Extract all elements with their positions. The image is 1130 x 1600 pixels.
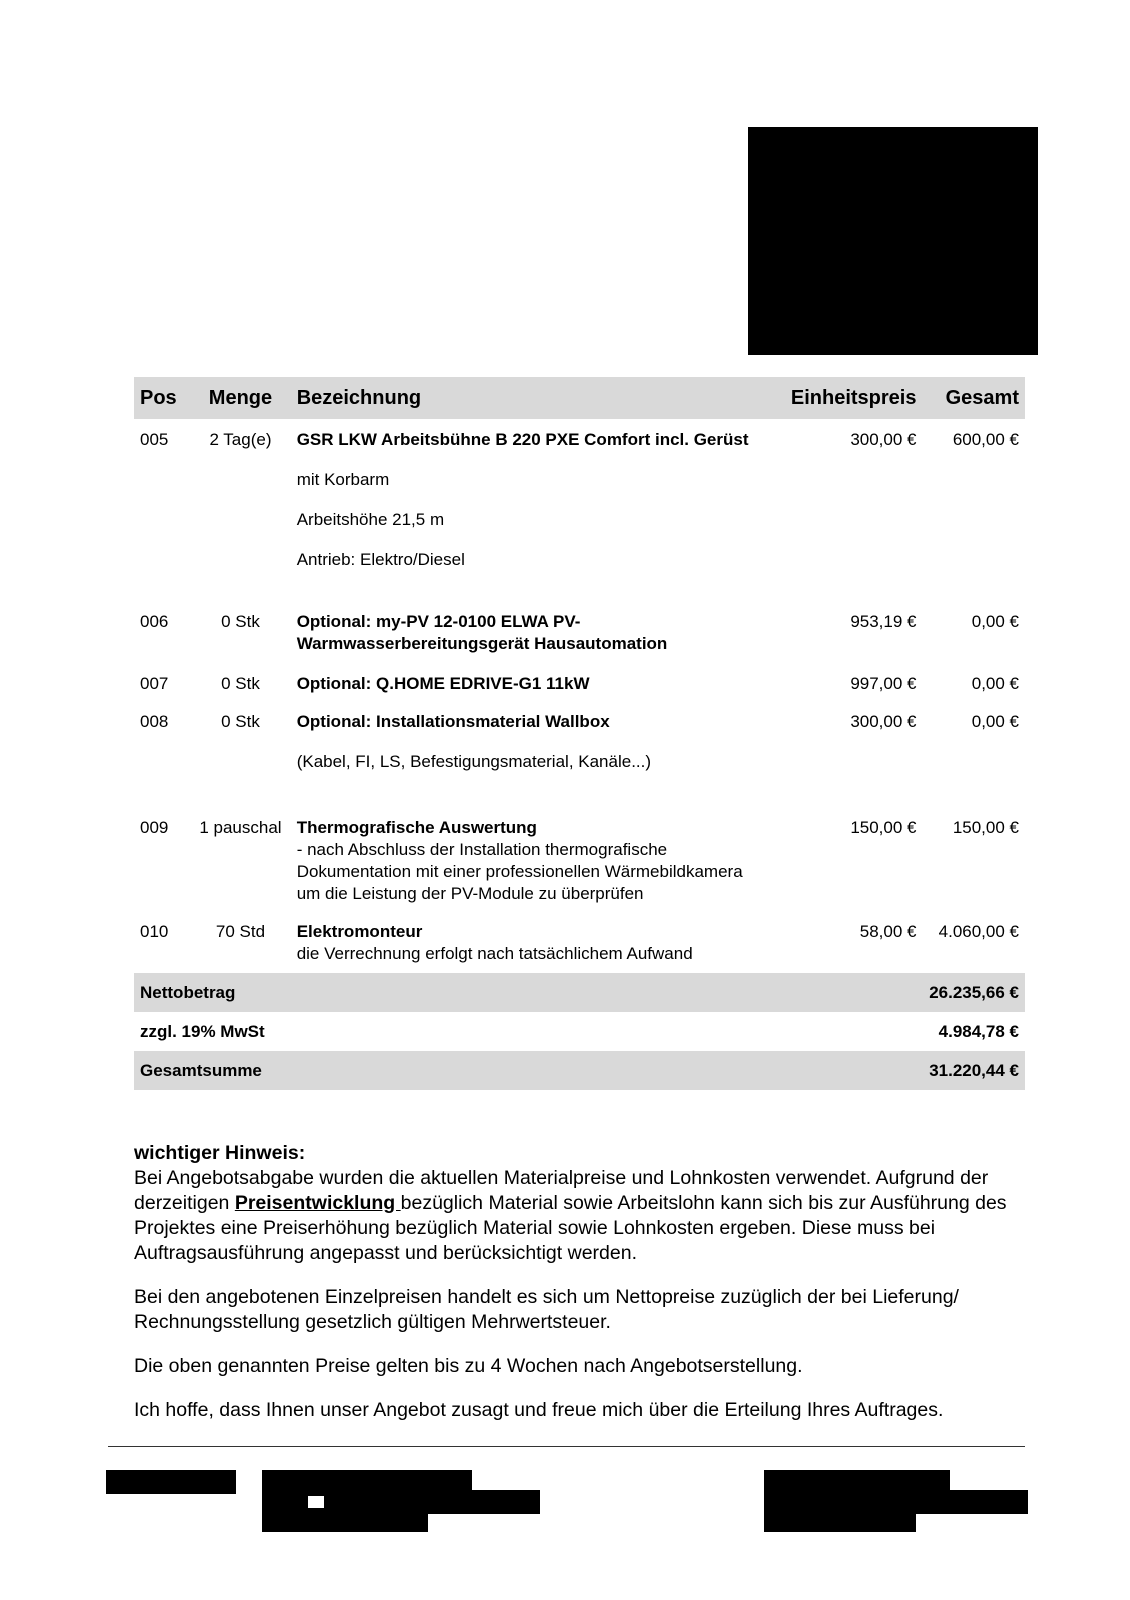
col-header-gesamt: Gesamt <box>923 377 1026 419</box>
table-row <box>134 807 1025 911</box>
table-row <box>134 911 1025 973</box>
row-pos: 010 <box>140 922 169 941</box>
row-unit-price: 150,00 € <box>850 818 917 837</box>
table-row <box>134 601 1025 663</box>
row-menge: 0 Stk <box>221 612 260 631</box>
row-description <box>291 807 770 911</box>
vat-row <box>134 1012 1025 1051</box>
row-detail-text: - nach Abschluss der Installation thermografische Dokumentation mit einer professionellen Wärmebildkamera um die Leistung der PV-Module zu überprüfen <box>296 840 743 903</box>
notes-paragraph-price-development <box>134 1166 1034 1266</box>
col-header-bezeichnung: Bezeichnung <box>291 377 770 419</box>
notes-paragraph-validity: Die oben genannten Preise gelten bis zu 4 Wochen nach Angebotserstellung. <box>134 1355 803 1377</box>
redaction-gap <box>308 1496 324 1508</box>
net-total-row <box>134 973 1025 1012</box>
row-title: Elektromonteur <box>296 922 423 941</box>
table-row <box>134 419 1025 601</box>
vat-label: zzgl. 19% MwSt <box>140 1021 265 1041</box>
redacted-footer-block-5 <box>950 1490 1028 1514</box>
row-title: Thermografische Auswertung <box>296 818 537 837</box>
row-title: GSR LKW Arbeitsbühne B 220 PXE Comfort incl. Gerüst <box>296 430 749 449</box>
redacted-footer-block-1 <box>106 1470 236 1494</box>
col-header-einheitspreis: Einheitspreis <box>770 377 923 419</box>
row-title: Optional: Installationsmaterial Wallbox <box>296 712 610 731</box>
net-total-value: 26.235,66 € <box>923 973 1026 1012</box>
row-total: 4.060,00 € <box>938 922 1019 941</box>
row-total: 0,00 € <box>971 674 1019 693</box>
redacted-footer-block-3 <box>472 1490 540 1514</box>
grand-total-label: Gesamtsumme <box>134 1051 923 1090</box>
row-pos: 007 <box>140 674 169 693</box>
row-pos: 005 <box>140 430 169 449</box>
row-menge: 70 Std <box>215 922 266 941</box>
row-menge: 1 pauschal <box>199 818 282 837</box>
row-detail-text: die Verrechnung erfolgt nach tatsächlichem Aufwand <box>296 944 693 963</box>
row-unit-price: 58,00 € <box>859 922 917 941</box>
row-menge: 2 Tag(e) <box>209 430 272 449</box>
row-description <box>291 601 770 663</box>
row-unit-price: 300,00 € <box>850 430 917 449</box>
row-detail-line: Antrieb: Elektro/Diesel <box>296 550 465 569</box>
grand-total-row <box>134 1051 1025 1090</box>
notes-p1-emphasis: Preisentwicklung <box>234 1192 401 1214</box>
row-total: 600,00 € <box>952 430 1019 449</box>
notes-p1-end: bezüglich Material sowie Arbeitslohn kann sich bis zur Ausführung des Projektes eine Preiserhöhung bezüglich Material sowie Lohnkosten ergeben. Diese muss bei Auftragsausführung angepasst und berücksichtigt werden. <box>134 1192 1007 1264</box>
row-pos: 006 <box>140 612 169 631</box>
row-description <box>291 911 770 973</box>
redacted-logo-block <box>748 127 1038 355</box>
notes-section <box>134 1141 1034 1442</box>
vat-value: 4.984,78 € <box>938 1021 1019 1041</box>
row-pos: 008 <box>140 712 169 731</box>
row-menge: 0 Stk <box>221 712 260 731</box>
row-total: 0,00 € <box>971 612 1019 631</box>
net-total-label: Nettobetrag <box>134 973 923 1012</box>
row-description <box>291 419 770 601</box>
row-detail-line: (Kabel, FI, LS, Befestigungsmaterial, Kanäle...) <box>296 752 652 771</box>
row-unit-price: 953,19 € <box>850 612 917 631</box>
row-unit-price: 300,00 € <box>850 712 917 731</box>
row-total: 0,00 € <box>971 712 1019 731</box>
row-title: Optional: Q.HOME EDRIVE-G1 11kW <box>296 674 590 693</box>
row-pos: 009 <box>140 818 169 837</box>
table-row <box>134 701 1025 807</box>
row-unit-price: 997,00 € <box>850 674 917 693</box>
row-description <box>291 701 770 807</box>
line-items-table <box>134 377 1025 1090</box>
table-row <box>134 663 1025 701</box>
row-detail-line: mit Korbarm <box>296 470 390 489</box>
table-header-row <box>134 377 1025 419</box>
row-title: Optional: my-PV 12-0100 ELWA PV-Warmwasserbereitungsgerät Hausautomation <box>296 612 668 653</box>
redaction-gap <box>916 1514 950 1532</box>
row-description <box>291 663 770 701</box>
row-detail-line: Arbeitshöhe 21,5 m <box>296 510 445 529</box>
row-menge: 0 Stk <box>221 674 260 693</box>
row-total: 150,00 € <box>952 818 1019 837</box>
notes-paragraph-closing: Ich hoffe, dass Ihnen unser Angebot zusagt und freue mich über die Erteilung Ihres Auftrages. <box>134 1399 944 1421</box>
notes-heading: wichtiger Hinweis: <box>134 1142 306 1164</box>
col-header-menge: Menge <box>190 377 290 419</box>
notes-p1-start: Bei Angebotsabgabe wurden die aktuellen Materialpreise und Lohnkosten verwendet. Aufgrund der derzeitigen <box>134 1167 989 1214</box>
footer-divider <box>108 1446 1025 1447</box>
col-header-pos: Pos <box>134 377 190 419</box>
grand-total-value: 31.220,44 € <box>923 1051 1026 1090</box>
redaction-gap <box>428 1514 472 1532</box>
notes-paragraph-net-prices: Bei den angebotenen Einzelpreisen handelt es sich um Nettopreise zuzüglich der bei Lieferung/ Rechnungsstellung gesetzlich gültigen Mehrwertsteuer. <box>134 1286 959 1333</box>
